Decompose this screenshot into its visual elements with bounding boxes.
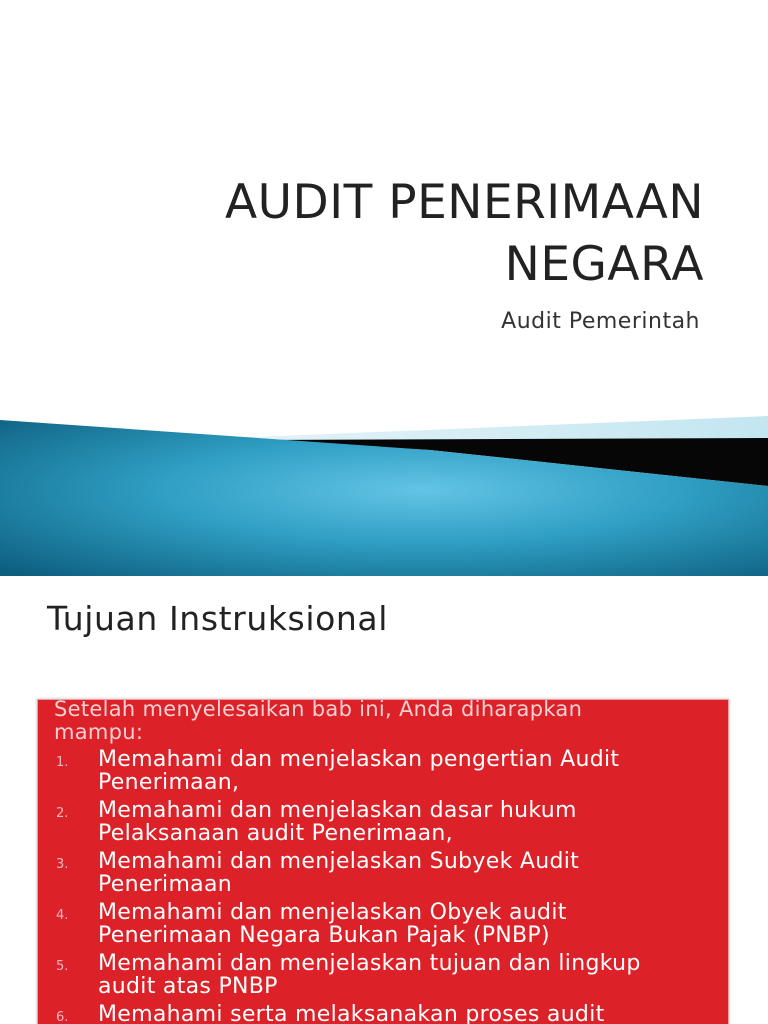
slide-title: [104, 172, 704, 296]
list-item: [38, 748, 728, 799]
item-text: [98, 799, 698, 845]
slide-title-line-1: AUDIT PENERIMAAN: [225, 175, 704, 230]
item-number: 4.: [56, 908, 69, 923]
objectives-list: [38, 748, 728, 1024]
item-line-1: Memahami dan menjelaskan Obyek audit: [98, 900, 567, 925]
list-item: [38, 901, 728, 952]
item-number: 3.: [56, 857, 69, 872]
list-item: [38, 850, 728, 901]
item-line-1: Memahami dan menjelaskan tujuan dan lingkup: [98, 951, 641, 976]
item-number: 5.: [56, 959, 69, 974]
intro-text: [54, 700, 694, 744]
item-line-2: Penerimaan Negara Bukan Pajak (PNBP): [98, 923, 550, 948]
item-line-1: Memahami dan menjelaskan dasar hukum: [98, 798, 577, 823]
item-number: 6.: [56, 1010, 69, 1024]
item-line-2: Penerimaan: [98, 872, 232, 897]
item-text: [98, 850, 698, 896]
item-number: 2.: [56, 806, 69, 821]
item-text: [98, 1003, 698, 1024]
item-line-2: Pelaksanaan audit Penerimaan,: [98, 821, 453, 846]
item-number: 1.: [56, 755, 69, 770]
decorative-wave-band: [0, 400, 768, 576]
item-text: [98, 901, 698, 947]
item-line-1: Memahami serta melaksanakan proses audit: [98, 1002, 605, 1024]
item-line-2: audit atas PNBP: [98, 974, 278, 999]
slide-heading: Tujuan Instruksional: [47, 599, 389, 638]
item-line-1: Memahami dan menjelaskan Subyek Audit: [98, 849, 580, 874]
slide-title-line-2: NEGARA: [504, 237, 704, 292]
slide-subtitle: Audit Pemerintah: [501, 309, 700, 334]
list-item: [38, 952, 728, 1003]
item-text: [98, 952, 698, 998]
list-item: [38, 799, 728, 850]
light-stripe-shape: [230, 416, 768, 440]
intro-line-1: Setelah menyelesaikan bab ini, Anda diharapkan: [54, 700, 583, 721]
objectives-box: [38, 700, 728, 1024]
objectives-slide: [0, 576, 768, 1024]
intro-line-2: mampu:: [54, 720, 144, 744]
item-line-1: Memahami dan menjelaskan pengertian Audit: [98, 747, 620, 772]
list-item: [38, 1003, 728, 1024]
item-line-2: Penerimaan,: [98, 770, 240, 795]
item-text: [98, 748, 698, 794]
